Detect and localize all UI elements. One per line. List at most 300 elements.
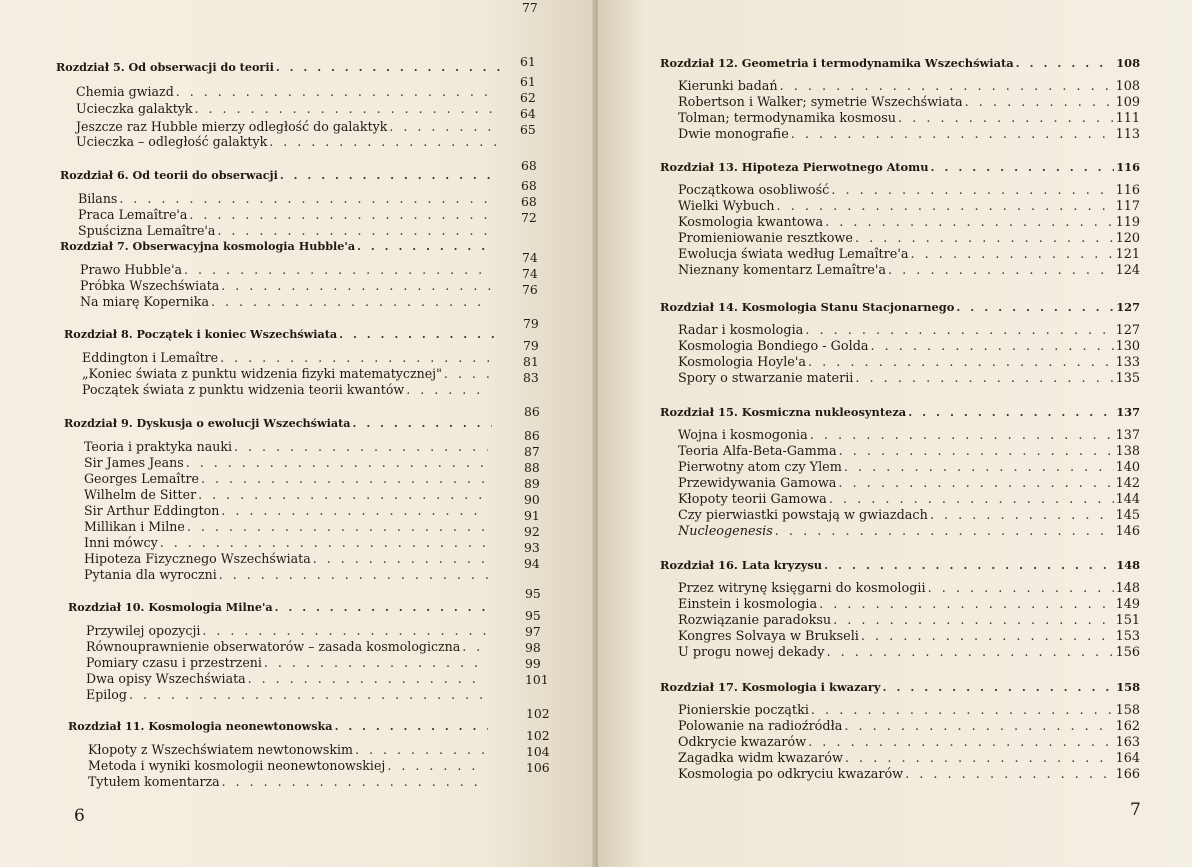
toc-entry — [76, 134, 498, 149]
toc-entry-page: 158 — [1115, 703, 1140, 718]
toc-entry — [678, 355, 1140, 370]
dot-leader — [838, 476, 1113, 491]
toc-entry-title: Pytania dla wyroczni — [84, 567, 217, 582]
chapter-heading — [660, 680, 1140, 694]
toc-entry-page: 142 — [1115, 476, 1140, 491]
dot-leader — [201, 471, 488, 486]
dot-leader — [825, 215, 1113, 230]
toc-entry — [678, 95, 1140, 110]
toc-entry — [76, 119, 498, 134]
dot-leader — [187, 519, 488, 534]
toc-entry-page: 149 — [1115, 597, 1140, 612]
toc-entry-title: Pomiary czasu i przestrzeni — [86, 655, 262, 670]
toc-entry-page: 162 — [1115, 719, 1140, 734]
dot-leader — [829, 492, 1114, 507]
chapter-heading-title: Rozdział 7. Obserwacyjna kosmologia Hubble'a — [60, 239, 356, 253]
chapter-heading — [64, 327, 498, 341]
toc-entry-page: 156 — [1115, 645, 1140, 660]
dot-leader — [956, 300, 1114, 314]
section-page-number: 87 — [524, 444, 540, 459]
section-page-number: 94 — [524, 556, 540, 571]
toc-entry — [678, 613, 1140, 628]
chapter-page-number: 74 — [522, 250, 538, 265]
toc-entry-title: Einstein i kosmologia — [678, 597, 818, 612]
page-number-left: 6 — [74, 806, 85, 826]
toc-entry-title: Robertson i Walker; symetrie Wszechświata — [678, 95, 963, 110]
toc-entry-page: 116 — [1115, 183, 1140, 198]
dot-leader — [184, 262, 492, 277]
toc-entry-title: Eddington i Lemaître — [82, 350, 219, 365]
section-page-number: 90 — [524, 492, 540, 507]
chapter-heading-title: Rozdział 17. Kosmologia i kwazary — [660, 680, 881, 694]
dot-leader — [211, 294, 492, 309]
chapter-heading-page: 158 — [1116, 680, 1140, 694]
dot-leader — [805, 323, 1113, 338]
dot-leader — [357, 239, 496, 253]
section-page-number: 68 — [521, 178, 537, 193]
dot-leader — [313, 551, 488, 566]
toc-entry-page: 135 — [1115, 371, 1140, 386]
toc-entry — [86, 671, 488, 686]
toc-entry — [678, 339, 1140, 354]
section-page-number: 106 — [526, 760, 550, 775]
toc-entry-title: Epilog — [86, 687, 127, 702]
section-page-number: 79 — [523, 338, 539, 353]
dot-leader — [269, 134, 496, 149]
toc-entry-title: Dwa opisy Wszechświata — [86, 671, 246, 686]
toc-entry-title: Tytułem komentarza — [88, 774, 220, 789]
dot-leader — [845, 751, 1114, 766]
page-number-right: 7 — [1130, 800, 1141, 820]
dot-leader — [855, 371, 1113, 386]
toc-entry-page: 113 — [1115, 127, 1140, 142]
dot-leader — [220, 350, 490, 365]
toc-entry-title: Prawo Hubble'a — [80, 262, 183, 277]
toc-entry — [678, 629, 1140, 644]
chapter-heading-title: Rozdział 16. Lata kryzysu — [660, 558, 823, 572]
toc-entry-title: Metoda i wyniki kosmologii neonewtonowskiej — [88, 758, 386, 773]
toc-entry-title: Rozwiązanie paradoksu — [678, 613, 832, 628]
toc-entry-title: Tolman; termodynamika kosmosu — [678, 111, 897, 126]
toc-entry — [78, 223, 496, 238]
dot-leader — [908, 405, 1114, 419]
chapter-heading-page: 127 — [1116, 300, 1140, 314]
toc-entry — [678, 735, 1140, 750]
dot-leader — [234, 439, 488, 454]
toc-entry-title: Początek świata z punktu widzenia teorii kwantów — [82, 382, 405, 397]
toc-entry — [80, 278, 494, 293]
toc-entry-title: Przez witrynę księgarni do kosmologii — [678, 581, 926, 596]
chapter-heading-title: Rozdział 5. Od obserwacji do teorii — [56, 60, 274, 74]
toc-entry-title: Spuścizna Lemaître'a — [78, 223, 216, 238]
section-page-number: 101 — [525, 672, 549, 687]
chapter-heading — [660, 405, 1140, 419]
toc-entry — [678, 215, 1140, 230]
section-page-number: 92 — [524, 524, 540, 539]
toc-entry — [84, 535, 490, 550]
dot-leader — [119, 191, 494, 206]
toc-entry — [678, 247, 1140, 262]
section-page-number: 102 — [526, 728, 550, 743]
dot-leader — [160, 535, 488, 550]
section-page-number: 97 — [525, 624, 541, 639]
toc-entry-title: Kosmologia Hoyle'a — [678, 355, 807, 370]
dot-leader — [339, 327, 496, 341]
toc-entry — [88, 774, 486, 789]
toc-entry — [678, 508, 1140, 523]
toc-entry-title: Ucieczka – odległość galaktyk — [76, 134, 268, 149]
toc-entry-page: 119 — [1115, 215, 1140, 230]
toc-entry — [678, 719, 1140, 734]
dot-leader — [221, 503, 488, 518]
toc-entry — [76, 84, 498, 99]
toc-entry-title: Nieznany komentarz Lemaître'a — [678, 263, 887, 278]
toc-entry — [76, 101, 498, 116]
section-page-number: 104 — [526, 744, 550, 759]
section-page-number: 65 — [520, 122, 536, 137]
section-page-number: 93 — [524, 540, 540, 555]
chapter-heading — [660, 160, 1140, 174]
dot-leader — [1016, 56, 1115, 70]
toc-entry-title: Kosmologia po odkryciu kwazarów — [678, 767, 904, 782]
chapter-heading-title: Rozdział 13. Hipoteza Pierwotnego Atomu — [660, 160, 929, 174]
toc-entry — [678, 127, 1140, 142]
toc-entry — [84, 567, 490, 582]
chapter-page-number: 86 — [524, 404, 540, 419]
toc-entry-title: Kongres Solvaya w Brukseli — [678, 629, 859, 644]
dot-leader — [462, 639, 486, 654]
toc-entry — [678, 263, 1140, 278]
toc-entry — [84, 455, 490, 470]
chapter-heading — [68, 719, 490, 733]
toc-entry — [678, 183, 1140, 198]
dot-leader — [335, 719, 488, 733]
toc-entry-title: Odkrycie kwazarów — [678, 735, 807, 750]
dot-leader — [444, 366, 490, 381]
dot-leader — [930, 160, 1114, 174]
toc-entry — [78, 207, 496, 222]
toc-entry — [678, 751, 1140, 766]
section-page-number: 86 — [524, 428, 540, 443]
dot-leader — [839, 444, 1114, 459]
chapter-heading — [660, 56, 1140, 70]
dot-leader — [129, 687, 486, 702]
toc-entry-page: 140 — [1115, 460, 1140, 475]
dot-leader — [898, 111, 1114, 126]
dot-leader — [280, 168, 500, 182]
toc-entry-title: Zagadka widm kwazarów — [678, 751, 843, 766]
toc-entry-page: 130 — [1115, 339, 1140, 354]
dot-leader — [387, 758, 484, 773]
section-page-number: 89 — [524, 476, 540, 491]
dot-leader — [965, 95, 1114, 110]
toc-entry — [78, 191, 496, 206]
dot-leader — [911, 247, 1114, 262]
toc-entry — [84, 471, 490, 486]
toc-entry-page: 144 — [1115, 492, 1140, 507]
toc-entry-page: 124 — [1115, 263, 1140, 278]
toc-entry-title: Sir Arthur Eddington — [84, 503, 220, 518]
chapter-heading-title: Rozdział 9. Dyskusja o ewolucji Wszechświata — [64, 416, 351, 430]
toc-entry-title: Promieniowanie resztkowe — [678, 231, 853, 246]
toc-entry-page: 163 — [1115, 735, 1140, 750]
dot-leader — [810, 428, 1114, 443]
section-page-number: 72 — [521, 210, 537, 225]
toc-entry-title: Georges Lemaître — [84, 471, 199, 486]
dot-leader — [186, 455, 488, 470]
toc-entry — [84, 519, 490, 534]
dot-leader — [808, 355, 1114, 370]
toc-entry — [84, 487, 490, 502]
dot-leader — [222, 774, 484, 789]
section-page-number: 62 — [520, 90, 536, 105]
toc-entry — [678, 79, 1140, 94]
dot-leader — [861, 629, 1114, 644]
dot-leader — [808, 735, 1113, 750]
chapter-heading — [60, 239, 498, 253]
toc-entry — [678, 597, 1140, 612]
chapter-heading-page: 137 — [1116, 405, 1140, 419]
toc-entry-page: 111 — [1115, 111, 1140, 126]
section-page-number: 83 — [523, 370, 539, 385]
chapter-page-number: 95 — [525, 586, 541, 601]
toc-entry-title: Ucieczka galaktyk — [76, 101, 193, 116]
dot-leader — [189, 207, 494, 222]
toc-entry — [678, 428, 1140, 443]
toc-entry — [678, 460, 1140, 475]
dot-leader — [276, 60, 500, 74]
toc-entry-title: Bilans — [78, 191, 118, 206]
toc-entry-title: Kierunki badań — [678, 79, 778, 94]
chapter-heading — [64, 416, 494, 430]
dot-leader — [928, 581, 1114, 596]
toc-entry — [678, 703, 1140, 718]
toc-entry-page: 145 — [1115, 508, 1140, 523]
toc-entry — [678, 199, 1140, 214]
chapter-page-number: 61 — [520, 54, 536, 69]
toc-entry — [678, 767, 1140, 782]
chapter-heading-title: Rozdział 12. Geometria i termodynamika Wszechświata — [660, 56, 1014, 70]
toc-entry-title: „Koniec świata z punktu widzenia fizyki matematycznej" — [82, 366, 442, 381]
toc-entry-title: Ewolucja świata według Lemaître'a — [678, 247, 909, 262]
toc-entry-title: Kosmologia kwantowa — [678, 215, 824, 230]
right-toc — [598, 0, 1192, 867]
dot-leader — [791, 127, 1114, 142]
toc-entry — [80, 294, 494, 309]
toc-entry-page: 146 — [1115, 524, 1140, 539]
toc-entry-title: Millikan i Milne — [84, 519, 185, 534]
dot-leader — [855, 231, 1114, 246]
toc-entry-title: Próbka Wszechświata — [80, 278, 220, 293]
toc-entry — [82, 382, 492, 397]
toc-entry-page: 133 — [1115, 355, 1140, 370]
toc-entry — [678, 111, 1140, 126]
dot-leader — [819, 597, 1113, 612]
dot-leader — [389, 119, 496, 134]
dot-leader — [406, 382, 490, 397]
dot-leader — [217, 223, 494, 238]
dot-leader — [811, 703, 1114, 718]
toc-entry-page: 109 — [1115, 95, 1140, 110]
toc-entry — [678, 492, 1140, 507]
dot-leader — [780, 79, 1114, 94]
chapter-heading-title: Rozdział 11. Kosmologia neonewtonowska — [68, 719, 333, 733]
toc-entry — [88, 742, 486, 757]
dot-leader — [775, 524, 1114, 539]
toc-entry-page: 138 — [1115, 444, 1140, 459]
dot-leader — [355, 742, 484, 757]
section-page-number: 74 — [522, 266, 538, 281]
toc-entry — [86, 655, 488, 670]
toc-entry-title: Pionierskie początki — [678, 703, 809, 718]
dot-leader — [824, 558, 1114, 572]
toc-entry-title: Radar i kosmologia — [678, 323, 804, 338]
toc-entry-page: 121 — [1115, 247, 1140, 262]
toc-entry — [678, 645, 1140, 660]
chapter-heading-title: Rozdział 15. Kosmiczna nukleosynteza — [660, 405, 907, 419]
dot-leader — [275, 600, 492, 614]
right-page — [598, 0, 1192, 867]
toc-entry — [86, 639, 488, 654]
toc-entry-title: Na miarę Kopernika — [80, 294, 209, 309]
toc-entry-title: Inni mówcy — [84, 535, 158, 550]
toc-entry-title: Teoria i praktyka nauki — [84, 439, 232, 454]
dot-leader — [844, 719, 1113, 734]
toc-entry — [84, 503, 490, 518]
chapter-heading-title: Rozdział 14. Kosmologia Stanu Stacjonarnego — [660, 300, 955, 314]
toc-entry-title: Praca Lemaître'a — [78, 207, 188, 222]
toc-entry-title: Kosmologia Bondiego - Golda — [678, 339, 869, 354]
dot-leader — [888, 263, 1114, 278]
chapter-page-number: 102 — [526, 706, 550, 721]
dot-leader — [353, 416, 492, 430]
chapter-heading-title: Rozdział 8. Początek i koniec Wszechświata — [64, 327, 338, 341]
toc-entry-page: 120 — [1115, 231, 1140, 246]
chapter-heading-page: 148 — [1116, 558, 1140, 572]
dot-leader — [844, 460, 1114, 475]
toc-entry-title: Równouprawnienie obserwatorów – zasada kosmologiczna — [86, 639, 461, 654]
toc-entry-title: Początkowa osobliwość — [678, 183, 830, 198]
toc-entry-page: 127 — [1115, 323, 1140, 338]
section-page-number: 95 — [525, 608, 541, 623]
toc-entry-title: Polowanie na radioźródła — [678, 719, 843, 734]
dot-leader — [248, 671, 486, 686]
dot-leader — [176, 84, 496, 99]
section-page-number: 61 — [520, 74, 536, 89]
toc-entry-page: 148 — [1115, 581, 1140, 596]
section-page-number: 99 — [525, 656, 541, 671]
toc-entry-title: Chemia gwiazd — [76, 84, 174, 99]
toc-entry-page: 137 — [1115, 428, 1140, 443]
toc-entry-title: Przywilej opozycji — [86, 623, 201, 638]
toc-entry-title: Wojna i kosmogonia — [678, 428, 808, 443]
toc-entry — [82, 350, 492, 365]
toc-entry — [678, 323, 1140, 338]
chapter-page-number: 79 — [523, 316, 539, 331]
toc-entry-title: U progu nowej dekady — [678, 645, 825, 660]
toc-entry — [84, 551, 490, 566]
section-page-number: 91 — [524, 508, 540, 523]
section-page-number: 81 — [523, 354, 539, 369]
chapter-heading-title: Rozdział 10. Kosmologia Milne'a — [68, 600, 273, 614]
chapter-heading — [660, 300, 1140, 314]
toc-entry-page: 153 — [1115, 629, 1140, 644]
dot-leader — [905, 767, 1113, 782]
toc-entry-title: Spory o stwarzanie materii — [678, 371, 854, 386]
toc-entry-title: Wilhelm de Sitter — [84, 487, 197, 502]
dot-leader — [264, 655, 486, 670]
chapter-heading — [60, 168, 502, 182]
dot-leader — [202, 623, 486, 638]
toc-entry — [80, 262, 494, 277]
toc-entry — [678, 444, 1140, 459]
toc-entry — [82, 366, 492, 381]
toc-entry-title: Czy pierwiastki powstają w gwiazdach — [678, 508, 928, 523]
dot-leader — [871, 339, 1114, 354]
toc-entry-title: Teoria Alfa-Beta-Gamma — [678, 444, 837, 459]
toc-entry-page: 166 — [1115, 767, 1140, 782]
toc-entry-title: Hipoteza Fizycznego Wszechświata — [84, 551, 311, 566]
toc-entry — [678, 231, 1140, 246]
dot-leader — [930, 508, 1114, 523]
chapter-heading-page: 108 — [1116, 56, 1140, 70]
toc-entry-page: 164 — [1115, 751, 1140, 766]
toc-entry-page: 151 — [1115, 613, 1140, 628]
toc-entry-title: Jeszcze raz Hubble mierzy odległość do galaktyk — [76, 119, 388, 134]
toc-entry — [88, 758, 486, 773]
section-page-number: 68 — [521, 194, 537, 209]
section-page-number: 88 — [524, 460, 540, 475]
section-page-number: 77 — [522, 0, 538, 15]
toc-entry-page: 108 — [1115, 79, 1140, 94]
toc-entry-title: Dwie monografie — [678, 127, 789, 142]
toc-entry — [86, 687, 488, 702]
dot-leader — [221, 278, 492, 293]
chapter-heading-page: 116 — [1116, 160, 1140, 174]
chapter-heading — [56, 60, 502, 74]
toc-entry-title: Sir James Jeans — [84, 455, 184, 470]
dot-leader — [883, 680, 1115, 694]
chapter-heading — [660, 558, 1140, 572]
toc-entry-title: Kłopoty z Wszechświatem newtonowskim — [88, 742, 353, 757]
toc-entry — [678, 581, 1140, 596]
toc-entry — [678, 476, 1140, 491]
toc-entry-title: Nucleogenesis — [678, 524, 773, 539]
dot-leader — [826, 645, 1113, 660]
toc-entry-title: Przewidywania Gamowa — [678, 476, 837, 491]
toc-entry — [678, 371, 1140, 386]
chapter-page-number: 68 — [521, 158, 537, 173]
chapter-heading-title: Rozdział 6. Od teorii do obserwacji — [60, 168, 278, 182]
section-page-number: 64 — [520, 106, 536, 121]
section-page-number: 98 — [525, 640, 541, 655]
dot-leader — [831, 183, 1113, 198]
dot-leader — [219, 567, 488, 582]
chapter-heading — [68, 600, 494, 614]
toc-entry — [678, 524, 1140, 539]
section-page-number: 76 — [522, 282, 538, 297]
toc-entry-title: Wielki Wybuch — [678, 199, 775, 214]
toc-entry — [84, 439, 490, 454]
toc-entry-title: Kłopoty teorii Gamowa — [678, 492, 827, 507]
dot-leader — [777, 199, 1114, 214]
dot-leader — [833, 613, 1113, 628]
toc-entry-page: 117 — [1115, 199, 1140, 214]
toc-entry-title: Pierwotny atom czy Ylem — [678, 460, 842, 475]
dot-leader — [195, 101, 496, 116]
dot-leader — [198, 487, 488, 502]
toc-entry — [86, 623, 488, 638]
